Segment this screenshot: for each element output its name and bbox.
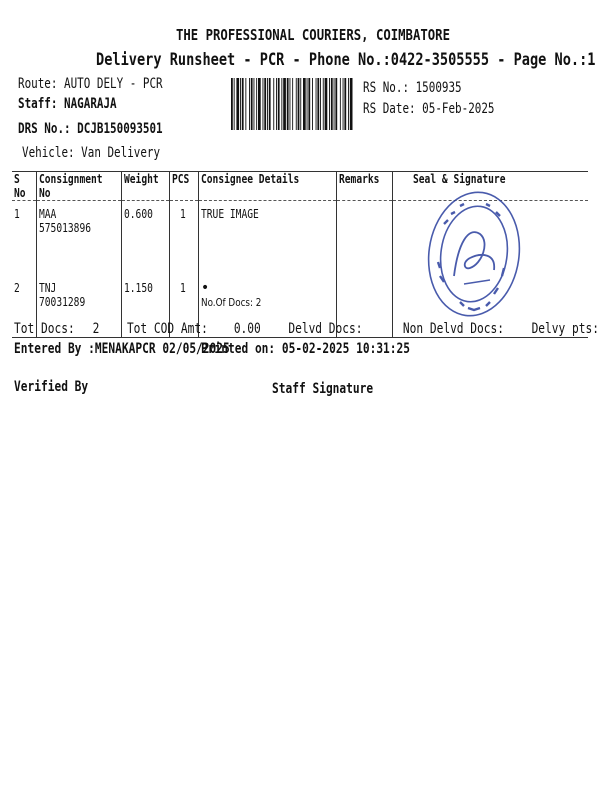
drs-field <box>18 121 163 137</box>
cell-remarks <box>337 201 393 276</box>
staff-text: Staff: NAGARAJA <box>18 96 117 112</box>
barcode-bar <box>245 78 246 130</box>
staff-field <box>18 96 117 112</box>
barcode-bar <box>276 78 277 130</box>
verified-by-label: Verified By <box>14 379 89 395</box>
col-header-sno: S No <box>12 172 37 201</box>
barcode-bar <box>320 78 321 130</box>
barcode-bar <box>312 78 313 130</box>
barcode-bar <box>340 78 341 130</box>
col-header-consignment: Consignment No <box>37 172 121 201</box>
barcode-bar <box>317 78 319 130</box>
cell-sno: 1 <box>14 207 20 221</box>
barcode-bar <box>231 78 233 130</box>
cell-weight: 1.150 <box>121 275 169 338</box>
document-subtitle: Delivery Runsheet - PCR - Phone No.:0422-3505555 - Page No.:1 <box>96 50 596 70</box>
barcode-bar <box>334 78 335 130</box>
barcode-icon <box>231 78 353 130</box>
barcode-bar <box>335 78 337 130</box>
tot-cod-value: 0.00 <box>233 321 261 337</box>
barcode-bar <box>316 78 317 130</box>
tot-cod-label: Tot COD Amt: <box>126 321 208 337</box>
printed-on: Printed on: 05-02-2025 10:31:25 <box>201 341 411 357</box>
route-field: Route: AUTO DELY - PCR <box>18 76 163 92</box>
totals-line <box>14 321 599 337</box>
table-header-row <box>12 172 588 201</box>
barcode-bar <box>303 78 306 130</box>
barcode-bar <box>263 78 264 130</box>
cell-consignee: TRUE IMAGE <box>198 201 336 276</box>
barcode-bar <box>331 78 333 130</box>
consignee-bullet: • <box>200 280 210 296</box>
col-header-pcs: PCS <box>170 172 199 201</box>
barcode-bar <box>290 78 291 130</box>
barcode-bar <box>269 78 271 130</box>
barcode-bar <box>308 78 310 130</box>
barcode-bar <box>350 78 353 130</box>
barcode-bar <box>267 78 268 130</box>
delvy-pts-label: Delvy pts: <box>531 321 599 337</box>
col-header-weight: Weight <box>121 172 169 201</box>
barcode-bar <box>300 78 301 130</box>
rs-date: RS Date: 05-Feb-2025 <box>363 101 495 117</box>
barcode-bar <box>323 78 324 130</box>
drs-text: DRS No.: DCJB150093501 <box>18 121 163 137</box>
barcode-bar <box>292 78 293 130</box>
barcode-bar <box>278 78 280 130</box>
cell-consignment: TNJ 70031289 <box>37 275 121 338</box>
barcode-bar <box>343 78 344 130</box>
runsheet-table <box>12 171 588 338</box>
barcode-bar <box>281 78 282 130</box>
barcode-bar <box>273 78 274 130</box>
cell-consignment: MAA 575013896 <box>37 201 121 276</box>
barcode-bar <box>264 78 266 130</box>
rs-number: RS No.: 1500935 <box>363 80 462 96</box>
barcode-bar <box>234 78 235 130</box>
table-row <box>12 201 588 276</box>
barcode-bar <box>256 78 257 130</box>
delvd-docs-label: Delvd Docs: <box>288 321 363 337</box>
barcode-bar <box>258 78 261 130</box>
barcode-bar <box>329 78 330 130</box>
barcode-bar <box>325 78 328 130</box>
barcode-bar <box>251 78 253 130</box>
cell-seal <box>392 201 588 276</box>
barcode-bar <box>249 78 250 130</box>
barcode-bar <box>296 78 297 130</box>
barcode-bar <box>236 78 239 130</box>
tot-docs-value: 2 <box>92 321 100 337</box>
non-delvd-docs-label: Non Delvd Docs: <box>402 321 505 337</box>
cell-pcs: 1 <box>170 275 199 338</box>
cell-weight: 0.600 <box>121 201 169 276</box>
cell-pcs: 1 <box>170 201 199 276</box>
col-header-seal: Seal & Signature <box>392 172 588 201</box>
barcode-bar <box>307 78 308 130</box>
barcode-bar <box>254 78 255 130</box>
barcode-bar <box>240 78 241 130</box>
barcode-bar <box>283 78 286 130</box>
barcode-bar <box>298 78 300 130</box>
entered-by: Entered By :MENAKAPCR 02/05/2025 <box>14 341 230 357</box>
staff-signature-label: Staff Signature <box>272 381 374 397</box>
cell-sno: 2 <box>12 275 37 338</box>
col-header-remarks: Remarks <box>337 172 393 201</box>
barcode-bar <box>242 78 244 130</box>
docs-count-note: No.Of Docs: 2 <box>200 296 262 309</box>
vehicle-field: Vehicle: Van Delivery <box>22 145 161 161</box>
barcode-bar <box>344 78 346 130</box>
barcode-bar <box>287 78 289 130</box>
col-header-consignee: Consignee Details <box>198 172 336 201</box>
document-title: THE PROFESSIONAL COURIERS, COIMBATORE <box>176 26 450 44</box>
barcode-bar <box>348 78 349 130</box>
tot-docs-label: Tot Docs: <box>14 321 75 337</box>
